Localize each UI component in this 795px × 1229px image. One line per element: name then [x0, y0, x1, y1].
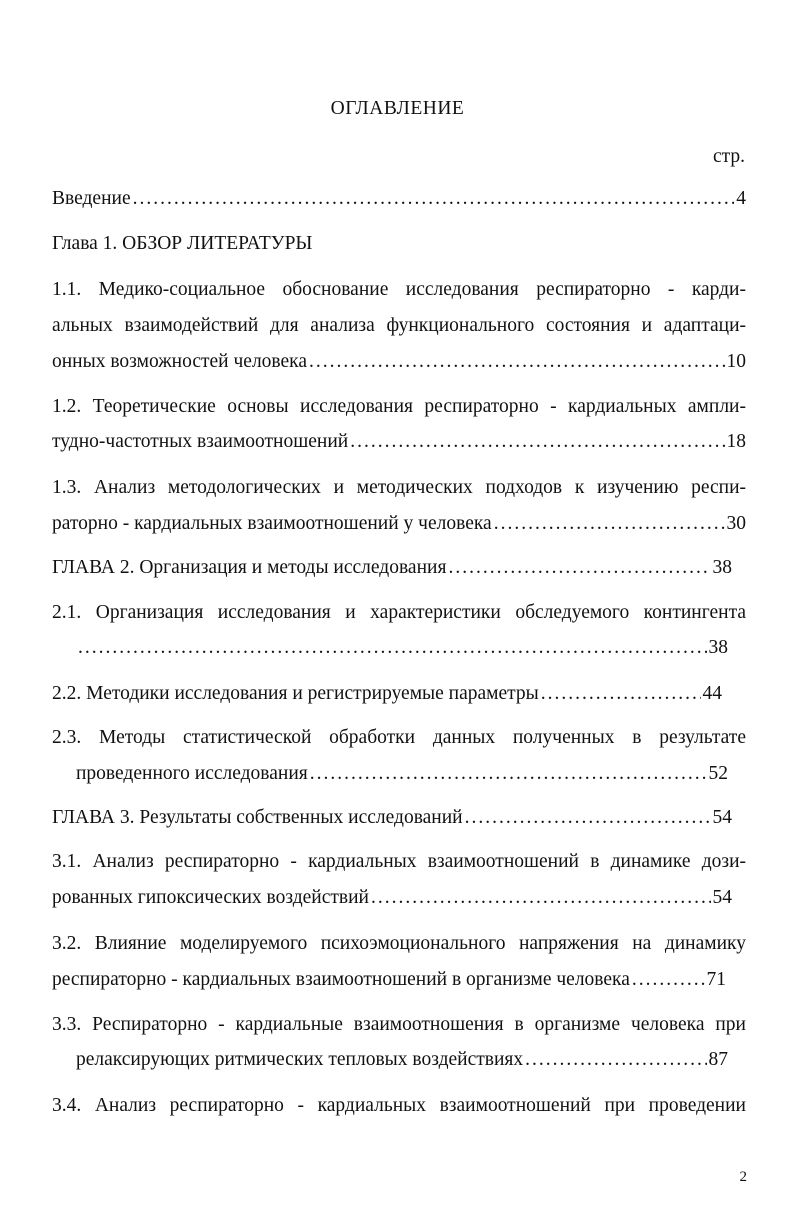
toc-entry-page: 87	[708, 1049, 728, 1070]
toc-entry-1-3-line2	[52, 512, 746, 536]
toc-entry-title: раторно - кардиальных взаимоотношений у человека	[52, 513, 492, 534]
toc-entry-intro	[52, 187, 746, 211]
dot-leader	[525, 1048, 706, 1072]
toc-entry-title: Введение	[52, 188, 131, 209]
toc-entry-3-4-line1: 3.4. Анализ респираторно - кардиальных взаимоотношений при проведении	[52, 1095, 746, 1116]
dot-leader	[371, 886, 711, 910]
toc-entry-1-1-line2: альных взаимодействий для анализа функционального состояния и адаптаци-	[52, 315, 746, 336]
toc-entry-page: 38	[712, 557, 732, 578]
dot-leader	[310, 762, 707, 786]
toc-heading: ОГЛАВЛЕНИЕ	[330, 98, 465, 119]
page-number: 2	[739, 1169, 747, 1185]
toc-entry-1-1-line3	[52, 350, 746, 374]
toc-entry-title: ГЛАВА 3. Результаты собственных исследований	[52, 807, 463, 828]
toc-chapter-3	[52, 806, 732, 830]
dot-leader	[350, 430, 724, 454]
toc-entry-3-1-line1: 3.1. Анализ респираторно - кардиальных взаимоотношений в динамике дози-	[52, 851, 746, 872]
toc-entry-title: ГЛАВА 2. Организация и методы исследования	[52, 557, 447, 578]
toc-entry-page: 10	[726, 351, 746, 372]
toc-entry-title: 2.2. Методики исследования и регистрируемые параметры	[52, 683, 539, 704]
toc-entry-page: 30	[726, 513, 746, 534]
toc-entry-2-3-line2	[76, 762, 728, 786]
toc-entry-title: проведенного исследования	[76, 763, 308, 784]
toc-entry-3-3-line2	[76, 1048, 728, 1072]
toc-entry-page: 71	[706, 969, 726, 990]
dot-leader	[133, 187, 735, 211]
toc-entry-page: 4	[736, 188, 746, 209]
toc-entry-page: 54	[712, 807, 732, 828]
dot-leader	[632, 968, 705, 992]
toc-entry-3-3-line1: 3.3. Респираторно - кардиальные взаимоотношения в организме человека при	[52, 1014, 746, 1035]
toc-entry-3-1-line2	[52, 886, 732, 910]
toc-entry-title: релаксирующих ритмических тепловых воздействиях	[76, 1049, 524, 1070]
toc-entry-3-2-line1: 3.2. Влияние моделируемого психоэмоционального напряжения на динамику	[52, 933, 746, 954]
dot-leader	[541, 682, 701, 706]
toc-entry-2-2	[52, 682, 722, 706]
toc-entry-2-1-line1: 2.1. Организация исследования и характеристики обследуемого контингента	[52, 602, 746, 623]
toc-entry-page: 38	[708, 637, 728, 658]
page-column-label: стр.	[712, 146, 745, 167]
toc-entry-page: 52	[708, 763, 728, 784]
toc-entry-2-3-line1: 2.3. Методы статистической обработки данных полученных в результате	[52, 727, 746, 748]
toc-entry-title: респираторно - кардиальных взаимоотношений в организме человека	[52, 969, 630, 990]
toc-entry-page: 54	[712, 887, 732, 908]
dot-leader	[465, 806, 711, 830]
toc-entry-1-2-line2	[52, 430, 746, 454]
toc-entry-1-1-line1: 1.1. Медико-социальное обоснование исследования респираторно - карди-	[52, 279, 746, 300]
dot-leader	[309, 350, 724, 374]
dot-leader	[448, 556, 710, 580]
toc-entry-title: рованных гипоксических воздействий	[52, 887, 369, 908]
toc-entry-1-3-line1: 1.3. Анализ методологических и методических подходов к изучению респи-	[52, 477, 746, 498]
dot-leader	[494, 512, 725, 536]
toc-chapter-2	[52, 556, 732, 580]
toc-chapter-1: Глава 1. ОБЗОР ЛИТЕРАТУРЫ	[52, 233, 313, 254]
dot-leader	[78, 636, 707, 660]
toc-entry-page: 44	[702, 683, 722, 704]
toc-entry-page: 18	[726, 431, 746, 452]
toc-entry-2-1-line2	[76, 636, 728, 660]
toc-entry-title: тудно-частотных взаимоотношений	[52, 431, 349, 452]
toc-entry-title: онных возможностей человека	[52, 351, 308, 372]
toc-entry-1-2-line1: 1.2. Теоретические основы исследования респираторно - кардиальных ампли-	[52, 396, 746, 417]
toc-entry-3-2-line2	[52, 968, 726, 992]
